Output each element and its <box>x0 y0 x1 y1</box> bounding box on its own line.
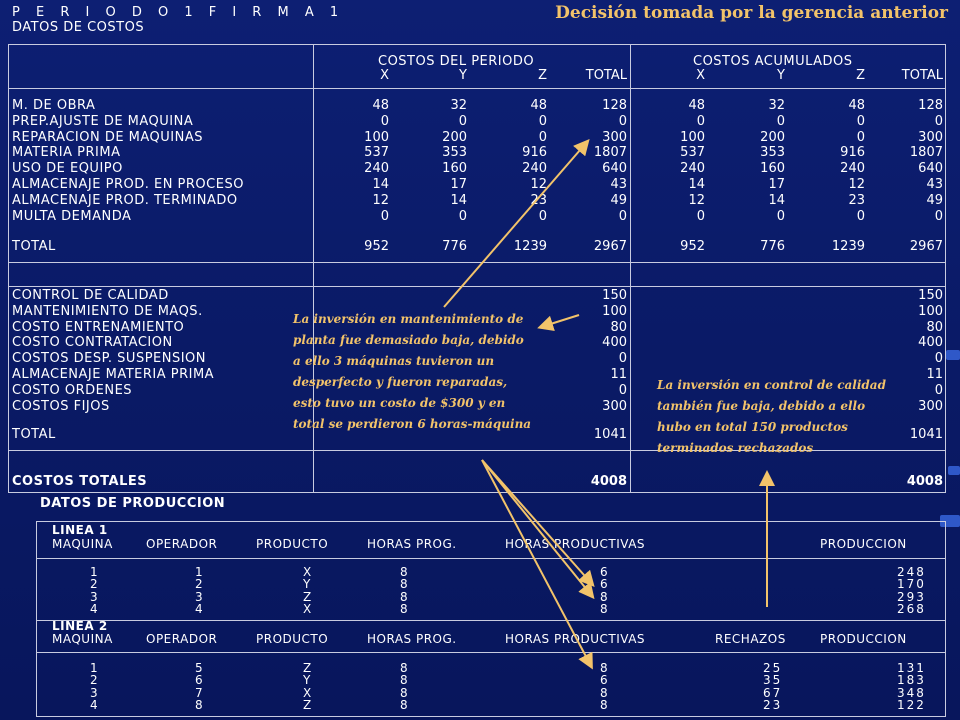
cell-value: 400 <box>602 335 627 351</box>
cell-value: 183 <box>897 673 926 688</box>
cell-value: 0 <box>458 208 467 224</box>
cell-value: 8 <box>600 601 610 616</box>
line2-column-header: OPERADOR <box>146 632 218 646</box>
cell-value: 32 <box>450 98 467 113</box>
cell-value: 11 <box>610 367 627 382</box>
cell-value: 14 <box>450 192 467 208</box>
cell-value: 640 <box>602 161 627 177</box>
cell-value: 3 <box>90 589 100 604</box>
cell-value: 8 <box>400 697 410 712</box>
cell-value: 0 <box>538 129 547 145</box>
cell-value: 6 <box>195 673 205 688</box>
row-label: MATERIA PRIMA <box>12 145 121 161</box>
cell-value: 200 <box>442 129 467 145</box>
cell-value: 43 <box>610 177 627 192</box>
cell-value: 8 <box>600 697 610 712</box>
cell-value: 80 <box>926 319 943 335</box>
cell-value: Y <box>303 673 313 688</box>
cell-value: 2 <box>195 577 205 592</box>
cell-value: 122 <box>897 697 926 712</box>
row-label: REPARACION DE MAQUINAS <box>12 129 204 145</box>
row-label: TOTAL <box>12 427 56 442</box>
column-header: X <box>380 68 389 83</box>
cell-value: 640 <box>918 161 943 177</box>
cell-value: 6 <box>600 577 610 592</box>
cell-value: 0 <box>856 113 865 129</box>
cell-value: 12 <box>372 192 389 208</box>
cell-value: 8 <box>400 601 410 616</box>
cell-value: 100 <box>364 129 389 145</box>
cell-value: 353 <box>760 145 785 161</box>
column-header: X <box>696 68 705 83</box>
cell-value: 776 <box>442 239 467 254</box>
row-label: CONTROL DE CALIDAD <box>12 288 169 303</box>
cell-value: 8 <box>400 685 410 700</box>
cell-value: 23 <box>763 697 783 712</box>
cell-value: 8 <box>600 661 610 675</box>
cell-value: 43 <box>926 177 943 192</box>
cell-value: 49 <box>926 192 943 208</box>
cell-value: 0 <box>618 208 627 224</box>
line1-column-header: OPERADOR <box>146 537 218 551</box>
cell-value: 0 <box>934 113 943 129</box>
cell-value: 240 <box>680 161 705 177</box>
cell-value: 240 <box>522 161 547 177</box>
costs-period-header: COSTOS DEL PERIODO <box>378 54 535 69</box>
row-label: COSTO CONTRATACION <box>12 335 173 351</box>
production-title: DATOS DE PRODUCCION <box>40 496 226 511</box>
cell-value: 0 <box>856 208 865 224</box>
cost-data-heading: DATOS DE COSTOS <box>12 20 145 35</box>
column-header: TOTAL <box>585 68 627 83</box>
cell-value: 5 <box>195 661 205 675</box>
row-label: ALMACENAJE PROD. EN PROCESO <box>12 177 244 192</box>
cell-value: 3 <box>195 589 205 604</box>
cell-value: 100 <box>602 303 627 319</box>
cell-value: 48 <box>372 98 389 113</box>
line2-column-header: RECHAZOS <box>715 632 786 646</box>
arrow-to-repair-cost <box>444 142 587 307</box>
cell-value: 0 <box>696 113 705 129</box>
cell-value: 8 <box>400 577 410 592</box>
cell-value: 12 <box>848 177 865 192</box>
cell-value: 131 <box>897 661 926 675</box>
cell-value: 4008 <box>906 474 943 489</box>
cell-value: 0 <box>618 382 627 398</box>
cell-value: 8 <box>600 589 610 604</box>
cell-value: 48 <box>688 98 705 113</box>
line1-column-header: MAQUINA <box>52 537 113 551</box>
cell-value: 916 <box>522 145 547 161</box>
cell-value: 14 <box>372 177 389 192</box>
cell-value: 8 <box>400 565 410 579</box>
cell-value: 80 <box>610 319 627 335</box>
cell-value: 4 <box>90 697 100 712</box>
cell-value: X <box>303 565 314 579</box>
cell-value: 2967 <box>593 239 627 254</box>
cell-value: 0 <box>934 351 943 367</box>
cell-value: 537 <box>364 145 389 161</box>
cell-value: 240 <box>840 161 865 177</box>
cell-value: 12 <box>688 192 705 208</box>
costs-accumulated-header: COSTOS ACUMULADOS <box>693 54 853 69</box>
line2-column-header: MAQUINA <box>52 632 113 646</box>
line1-column-header: PRODUCCION <box>820 537 907 551</box>
cell-value: 1239 <box>831 239 865 254</box>
cell-value: 1239 <box>513 239 547 254</box>
cell-value: 6 <box>600 673 610 688</box>
row-label: MANTENIMIENTO DE MAQS. <box>12 303 203 319</box>
line2-column-header: PRODUCTO <box>256 632 329 646</box>
cell-value: 2967 <box>909 239 943 254</box>
line1-column-header: HORAS PRODUCTIVAS <box>505 537 646 551</box>
cell-value: 537 <box>680 145 705 161</box>
cell-value: 150 <box>918 288 943 303</box>
cell-value: 2 <box>90 673 100 688</box>
cell-value: 952 <box>364 239 389 254</box>
column-header: Z <box>856 68 865 83</box>
cell-value: 1 <box>90 565 100 579</box>
row-label: M. DE OBRA <box>12 98 96 113</box>
cell-value: 0 <box>618 113 627 129</box>
row-label: COSTO ORDENES <box>12 382 133 398</box>
cell-value: 35 <box>763 673 783 688</box>
row-label: MULTA DEMANDA <box>12 208 132 224</box>
row-label: TOTAL <box>12 239 56 254</box>
cell-value: 0 <box>776 113 785 129</box>
cell-value: 300 <box>602 398 627 414</box>
cell-value: 6 <box>600 565 610 579</box>
cell-value: 0 <box>934 208 943 224</box>
cell-value: 3 <box>90 685 100 700</box>
period-firm-heading: P E R I O D O 1 F I R M A 1 <box>12 5 345 20</box>
cell-value: 25 <box>763 661 783 675</box>
cell-value: 12 <box>530 177 547 192</box>
cell-value: 14 <box>768 192 785 208</box>
row-label: COSTO ENTRENAMIENTO <box>12 319 185 335</box>
cell-value: 0 <box>538 208 547 224</box>
cell-value: 776 <box>760 239 785 254</box>
cell-value: 150 <box>602 288 627 303</box>
cell-value: 23 <box>530 192 547 208</box>
column-header: Z <box>538 68 547 83</box>
column-header: TOTAL <box>901 68 943 83</box>
quality-note: La inversión en control de calidad también fue baja, debido a ello hubo en total 150 productos terminados rechazados <box>657 378 886 455</box>
cell-value: Z <box>303 589 314 604</box>
cell-value: 300 <box>918 398 943 414</box>
cell-value: 17 <box>768 177 785 192</box>
cell-value: 11 <box>926 367 943 382</box>
cell-value: X <box>303 685 314 700</box>
cell-value: 2 <box>90 577 100 592</box>
cell-value: 8 <box>400 661 410 675</box>
cell-value: 300 <box>918 129 943 145</box>
cell-value: 128 <box>602 98 627 113</box>
cell-value: 1041 <box>909 427 943 442</box>
cell-value: 48 <box>848 98 865 113</box>
line2-column-header: HORAS PROG. <box>367 632 457 646</box>
cell-value: 67 <box>763 685 783 700</box>
cell-value: 240 <box>364 161 389 177</box>
row-label: COSTOS DESP. SUSPENSION <box>12 351 207 367</box>
row-label: USO DE EQUIPO <box>12 161 123 177</box>
cell-value: 0 <box>380 208 389 224</box>
cell-value: 0 <box>856 129 865 145</box>
column-header: Y <box>777 68 785 83</box>
cell-value: 348 <box>897 685 926 700</box>
cell-value: 0 <box>776 208 785 224</box>
cell-value: X <box>303 601 314 616</box>
cell-value: 8 <box>195 697 205 712</box>
cell-value: 400 <box>918 335 943 351</box>
cell-value: 49 <box>610 192 627 208</box>
cell-value: 0 <box>458 113 467 129</box>
line2-title: LINEA 2 <box>52 619 108 633</box>
cell-value: Z <box>303 697 314 712</box>
cell-value: 1 <box>90 661 100 675</box>
page-title: Decisión tomada por la gerencia anterior <box>555 3 948 23</box>
arrow-to-line1-hours-2 <box>482 460 592 596</box>
cell-value: 160 <box>760 161 785 177</box>
arrow-to-maintenance-note <box>541 315 579 327</box>
cell-value: 1807 <box>593 145 627 161</box>
cell-value: 23 <box>848 192 865 208</box>
cell-value: 100 <box>918 303 943 319</box>
cell-value: 4008 <box>590 474 627 489</box>
cell-value: 160 <box>442 161 467 177</box>
line1-column-header: PRODUCTO <box>256 537 329 551</box>
cell-value: 100 <box>680 129 705 145</box>
cell-value: 0 <box>380 113 389 129</box>
cell-value: 4 <box>90 601 100 616</box>
line2-column-header: PRODUCCION <box>820 632 907 646</box>
cell-value: 300 <box>602 129 627 145</box>
cell-value: 353 <box>442 145 467 161</box>
cell-value: 952 <box>680 239 705 254</box>
cell-value: 7 <box>195 685 205 700</box>
cell-value: 0 <box>934 382 943 398</box>
line1-title: LINEA 1 <box>52 523 108 537</box>
cell-value: 4 <box>195 601 205 616</box>
cell-value: 1807 <box>909 145 943 161</box>
row-label: ALMACENAJE MATERIA PRIMA <box>12 367 215 382</box>
cell-value: 8 <box>400 673 410 688</box>
cell-value: 32 <box>768 98 785 113</box>
cell-value: 248 <box>897 565 926 579</box>
maintenance-note: La inversión en mantenimiento de planta fue demasiado baja, debido a ello 3 máquinas tuvieron un desperfecto y fueron reparadas, esto tuvo un costo de $300 y en total se perdieron 6 horas-máquina <box>293 312 532 431</box>
row-label: ALMACENAJE PROD. TERMINADO <box>12 192 238 208</box>
cell-value: 293 <box>897 589 926 604</box>
column-header: Y <box>459 68 467 83</box>
row-label: PREP.AJUSTE DE MAQUINA <box>12 113 194 129</box>
cell-value: 14 <box>688 177 705 192</box>
cell-value: 128 <box>918 98 943 113</box>
cell-value: 0 <box>538 113 547 129</box>
cell-value: 48 <box>530 98 547 113</box>
cell-value: 1041 <box>593 427 627 442</box>
cell-value: 268 <box>897 601 926 616</box>
line2-column-header: HORAS PRODUCTIVAS <box>505 632 646 646</box>
cell-value: Z <box>303 661 314 675</box>
cell-value: Y <box>303 577 313 592</box>
cell-value: 0 <box>696 208 705 224</box>
cell-value: 8 <box>400 589 410 604</box>
cell-value: 0 <box>618 351 627 367</box>
row-label: COSTOS FIJOS <box>12 398 110 414</box>
cell-value: 170 <box>897 577 926 592</box>
cell-value: 916 <box>840 145 865 161</box>
cell-value: 200 <box>760 129 785 145</box>
line1-column-header: HORAS PROG. <box>367 537 457 551</box>
cell-value: 1 <box>195 565 205 579</box>
cell-value: 8 <box>600 685 610 700</box>
cell-value: 17 <box>450 177 467 192</box>
row-label: COSTOS TOTALES <box>12 474 148 489</box>
